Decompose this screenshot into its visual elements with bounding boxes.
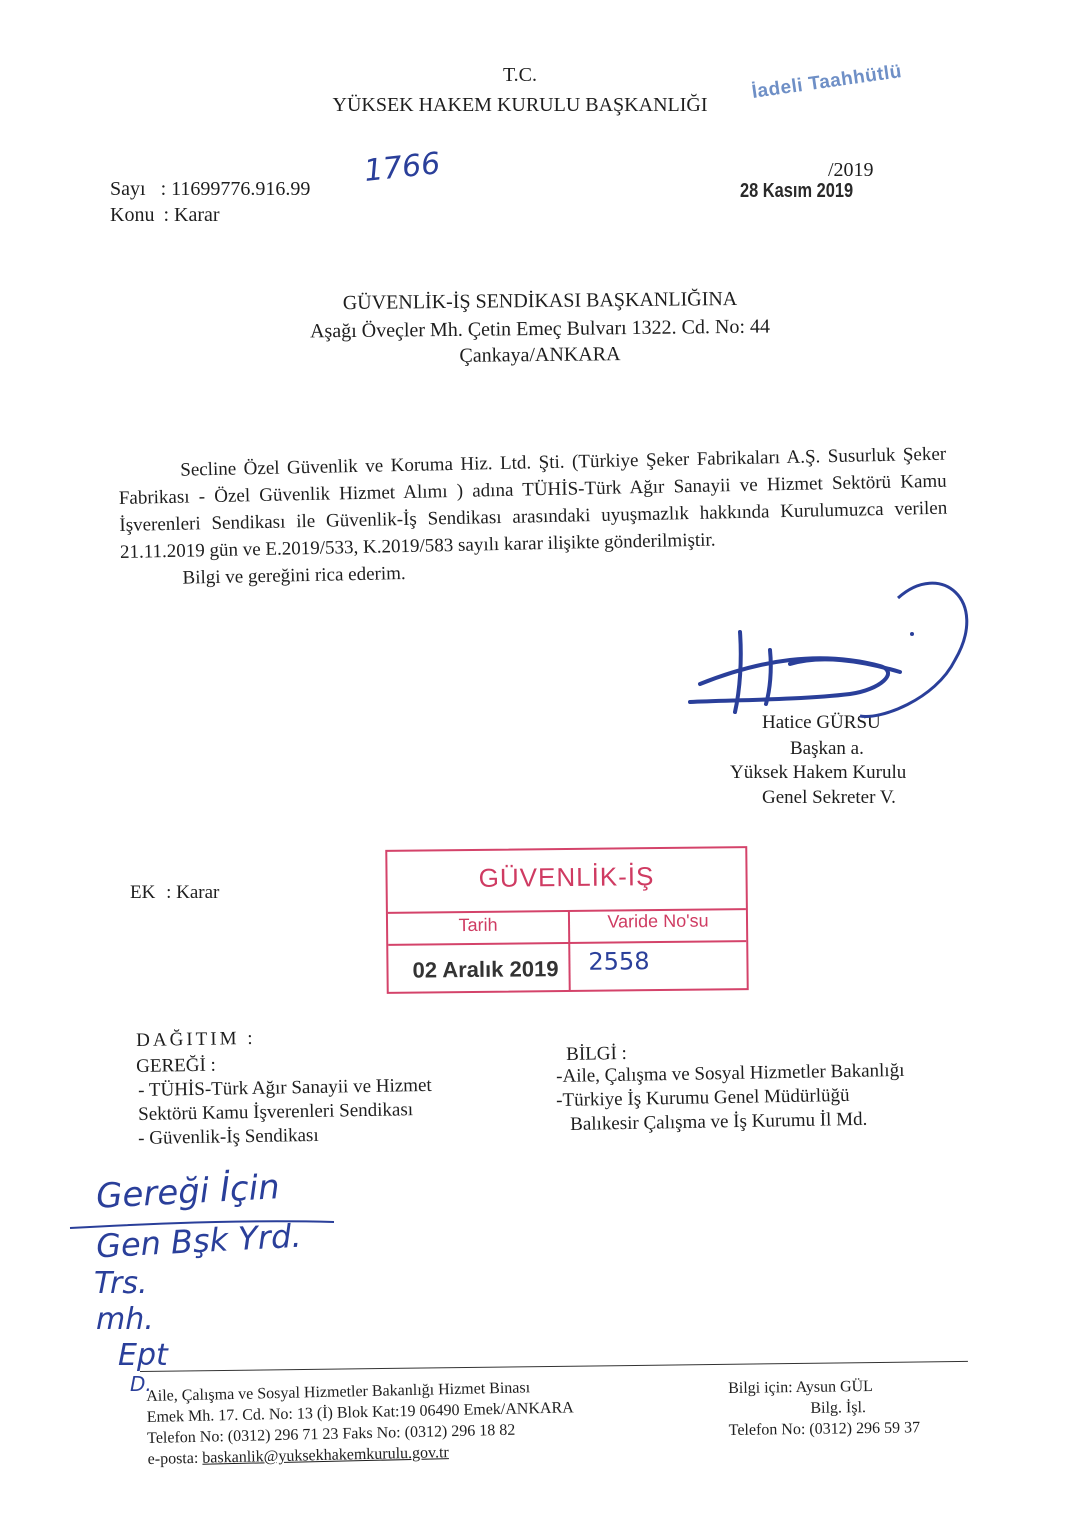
signer-title-2: Yüksek Hakem Kurulu (730, 762, 907, 783)
body-paragraph-1: Secline Özel Güvenlik ve Koruma Hiz. Ltd. Şti. (Türkiye Şeker Fabrikaları A.Ş. Susurluk Şeker Fabrikası - Özel Güvenlik Hizmet Alımı ) adına TÜHİS-Türk Ağır Sanayii ve Hizmet Sektörü Kamu İşverenleri Sendikası ile Güvenlik-İş Sendikası arasındaki uyuşmazlık hakkında Kurulumuzca verilen 21.11.2019 gün ve E.2019/533, K.2019/583 sayılı karar ilişikte gönderilmiştir. (118, 443, 948, 563)
recipient-name: GÜVENLİK-İŞ SENDİKASI BAŞKANLIĞINA (342, 287, 738, 315)
handwritten-note-1: Gereği İçin (95, 1167, 281, 1217)
handwritten-note-4: mh. (96, 1302, 154, 1337)
distribution-heading: DAĞITIM : (136, 1027, 256, 1051)
receipt-stamp (385, 846, 748, 994)
attachment-row (130, 882, 219, 904)
receipt-date-value: 02 Aralık 2019 (412, 956, 559, 983)
signer-title-1: Başkan a. (790, 738, 864, 759)
signer-name: Hatice GÜRSU (762, 712, 881, 733)
footer-contact (728, 1375, 920, 1441)
receipt-number-header: Varide No'su (607, 910, 709, 932)
footer-info-contact: Bilgi için: Aysun GÜL (728, 1377, 874, 1397)
footer-email-label: e-posta: (147, 1449, 199, 1468)
konu-value: : Karar (163, 204, 220, 226)
footer-info-role: Bilg. İşl. (810, 1399, 867, 1417)
attachment-value: : Karar (166, 882, 220, 903)
footer-divider (140, 1361, 968, 1372)
date-printed: /2019 (828, 159, 874, 181)
footer-email-link[interactable]: baskanlik@yuksekhakemkurulu.gov.tr (202, 1444, 449, 1467)
sayi-value: : 11699776.916.99 (160, 178, 311, 200)
sayi-label: Sayı (110, 178, 146, 200)
letter-body (118, 441, 949, 593)
recipient-address: Aşağı Öveçler Mh. Çetin Emeç Bulvarı 1322. Cd. No: 44 (309, 315, 771, 343)
bilgi-item-1: -Aile, Çalışma ve Sosyal Hizmetler Bakanlığı (556, 1059, 905, 1087)
gerek-item-3: - Güvenlik-İş Sendikası (138, 1124, 319, 1149)
attachment-label: EK (130, 882, 156, 903)
header-tc: T.C. (502, 64, 538, 86)
bilgi-label: BİLGİ : (566, 1042, 628, 1065)
signature-loop (860, 583, 967, 716)
header-institution: YÜKSEK HAKEM KURULU BAŞKANLIĞI (332, 94, 708, 116)
signer-title-3: Genel Sekreter V. (762, 787, 896, 808)
recipient-city: Çankaya/ANKARA (459, 343, 621, 367)
delivery-stamp: İadeli Taahhütlü (750, 61, 904, 103)
konu-row (110, 204, 220, 227)
konu-label: Konu (110, 204, 155, 226)
signature-scribble (690, 632, 900, 712)
receipt-stamp-title: GÜVENLİK-İŞ (478, 861, 655, 893)
handwritten-note-6: D. (130, 1372, 152, 1396)
bilgi-item-2: -Türkiye İş Kurumu Genel Müdürlüğü (556, 1084, 850, 1111)
footer-info-phone: Telefon No: (0312) 296 59 37 (728, 1419, 921, 1439)
receipt-date-header: Tarih (458, 914, 498, 936)
gerek-item-2: Sektörü Kamu İşverenleri Sendikası (138, 1099, 414, 1125)
footer-address (146, 1376, 575, 1470)
handwritten-note-3: Trs. (94, 1266, 148, 1301)
footer-phone: Telefon No: (0312) 296 71 23 Faks No: (0312) 296 18 82 (146, 1421, 516, 1447)
body-paragraph-2: Bilgi ve gereğini rica ederim. (182, 563, 406, 589)
sayi-handwritten: 1766 (362, 146, 442, 189)
bilgi-item-3: Balıkesir Çalışma ve İş Kurumu İl Md. (570, 1108, 868, 1135)
footer-address-line-2: Emek Mh. 17. Cd. No: 13 (İ) Blok Kat:19 06490 Emek/ANKARA (146, 1399, 574, 1426)
gerek-label: GEREĞİ : (136, 1054, 217, 1077)
sayi-row (110, 178, 310, 201)
signature-dot (910, 632, 914, 636)
gerek-item-1: - TÜHİS-Türk Ağır Sanayii ve Hizmet (138, 1074, 432, 1101)
handwritten-note-2: Gen Bşk Yrd. (95, 1216, 303, 1266)
date-stamp: 28 Kasım 2019 (740, 180, 854, 202)
receipt-number-value: 2558 (588, 947, 650, 976)
handwritten-note-5: Ept (118, 1338, 168, 1373)
footer-address-line-1: Aile, Çalışma ve Sosyal Hizmetler Bakanlığı Hizmet Binası (146, 1379, 531, 1405)
